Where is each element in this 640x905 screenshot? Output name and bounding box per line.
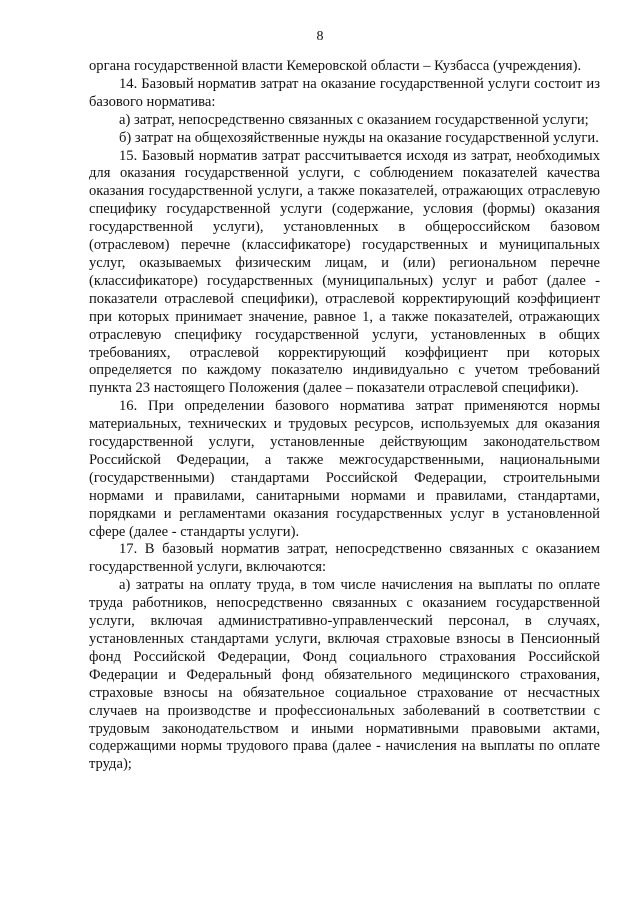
paragraph-15: 15. Базовый норматив затрат рассчитывается исходя из затрат, необходимых для оказания государственной услуги, с соблюдением показателей качества оказания государственной услуги, а также показателей, отражающих отраслевую специфику государственной услуги (содержание, условия (формы) оказания государственной услуги), установленных в общероссийском базовом (отраслевом) перечне (классификаторе) государственных и муниципальных услуг, оказываемых физическим лицам, и (или) региональном перечне (классификаторе) государственных (муниципальных) услуг и работ (далее - показатели отраслевой специфики), отраслевой корректирующий коэффициент при которых принимает значение, равное 1, а также показателей, отражающих отраслевую специфику государственной услуги, установленных в общих требованиях, отраслевой корректирующий коэффициент при которых определяется по каждому показателю индивидуально с учетом требований пункта 23 настоящего Положения (далее – показатели отраслевой специфики). xyxy=(89,147,600,397)
paragraph-14-item-b: б) затрат на общехозяйственные нужды на оказание государственной услуги. xyxy=(119,129,599,146)
paragraph-continuation: органа государственной власти Кемеровской области – Кузбасса (учреждения). xyxy=(89,58,582,74)
paragraph-14: 14. Базовый норматив затрат на оказание государственной услуги состоит из базового норматива: xyxy=(89,75,600,110)
paragraph-17-item-a: а) затраты на оплату труда, в том числе начисления на выплаты по оплате труда работников, непосредственно связанных с оказанием государственной услуги, включая административно-управленческий персонал, в случаях, установленных стандартами услуги, включая страховые взносы в Пенсионный фонд Российской Федерации, Фонд социального страхования Российской Федерации и Федеральный фонд обязательного медицинского страхования, страховые взносы на обязательное социальное страхование от несчастных случаев на производстве и профессиональных заболеваний в соответствии с трудовым законодательством и иными нормативными правовыми актами, содержащими нормы трудового права (далее - начисления на выплаты по оплате труда); xyxy=(89,577,600,773)
page-number: 8 xyxy=(316,29,324,44)
document-body xyxy=(89,58,600,774)
paragraph-17: 17. В базовый норматив затрат, непосредственно связанных с оказанием государственной услуги, включаются: xyxy=(89,541,600,576)
paragraph-16: 16. При определении базового норматива затрат применяются нормы материальных, технических и трудовых ресурсов, используемых для оказания государственной услуги, установленные действующим законодательством Российской Федерации, а также межгосударственными, национальными (государственными) стандартами Российской Федерации, строительными нормами и правилами, санитарными нормами и правилами, стандартами, порядками и регламентами оказания государственных услуг в установленной сфере (далее - стандарты услуги). xyxy=(89,398,600,540)
paragraph-14-item-a: а) затрат, непосредственно связанных с оказанием государственной услуги; xyxy=(119,111,589,128)
